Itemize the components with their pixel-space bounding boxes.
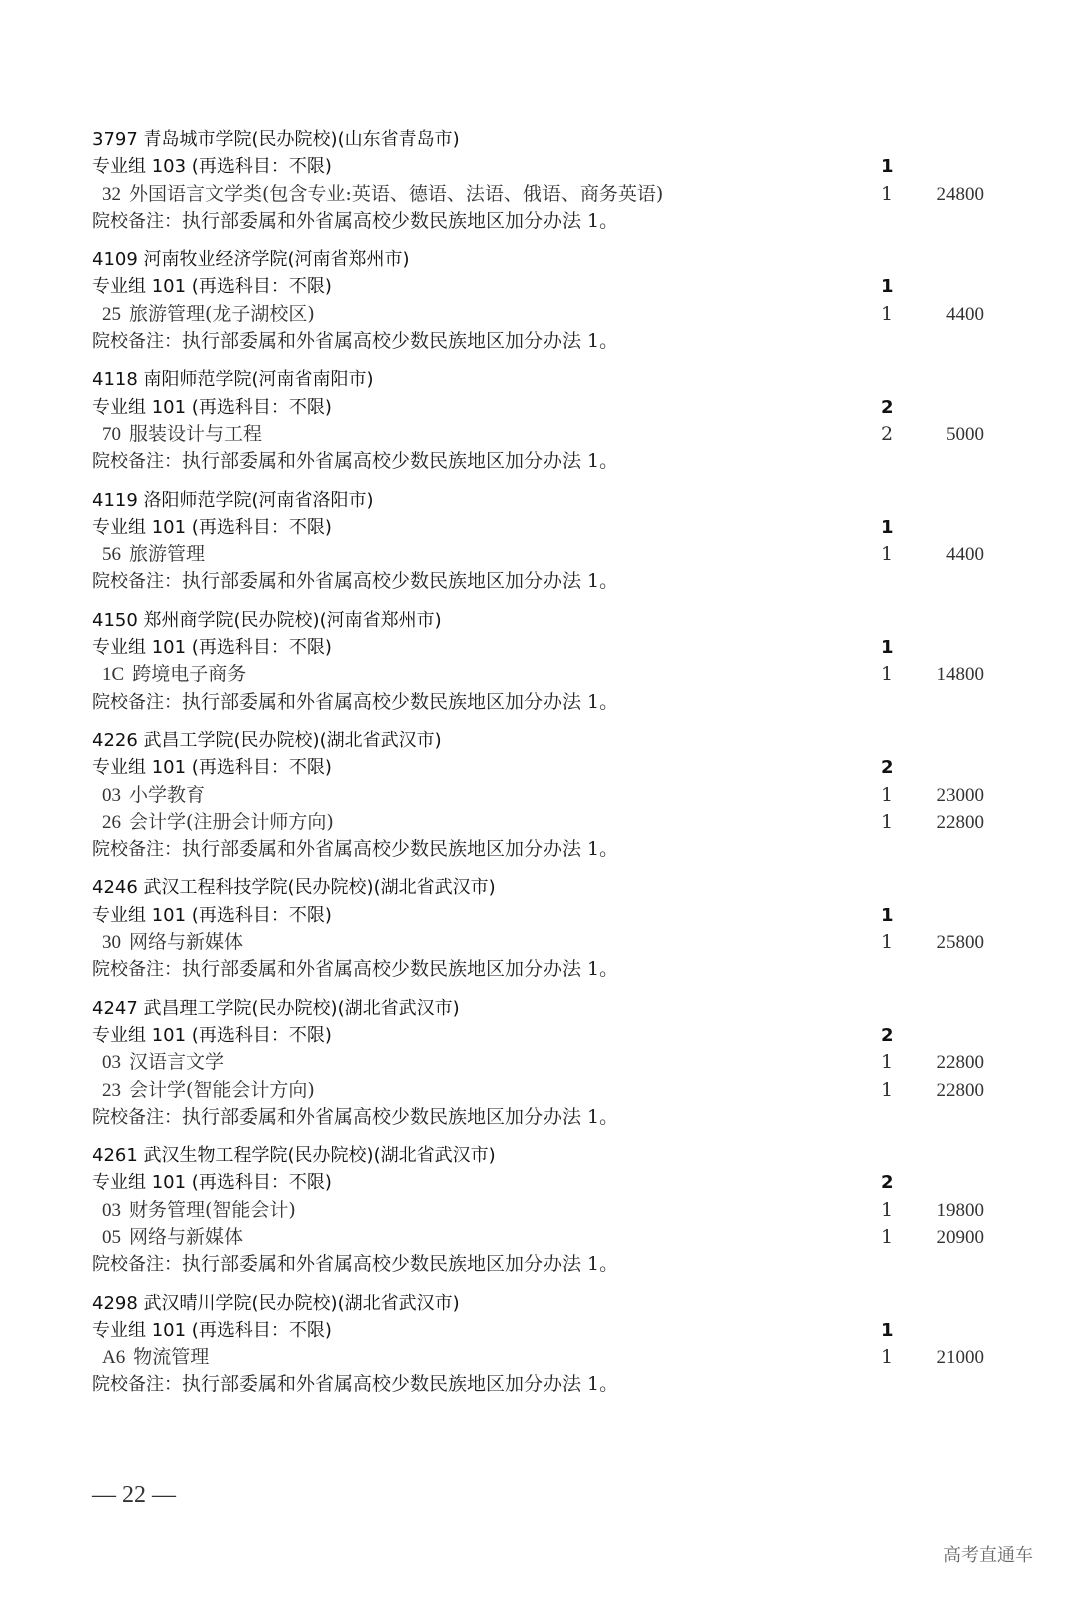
school-name: 4119 洛阳师范学院(河南省洛阳市) xyxy=(92,489,374,511)
major-code: 03 xyxy=(102,1052,121,1074)
major-group xyxy=(92,634,992,661)
major-group xyxy=(92,1169,992,1196)
school-name: 4118 南阳师范学院(河南省南阳市) xyxy=(92,369,374,391)
major-name: 汉语言文学 xyxy=(129,1051,225,1074)
group-count: 2 xyxy=(881,757,894,779)
note-label: 院校备注： xyxy=(92,571,182,593)
major-name: 网络与新媒体 xyxy=(129,931,244,954)
school-note xyxy=(92,568,992,595)
major-fee: 5000 xyxy=(946,423,984,445)
group-count: 2 xyxy=(881,396,894,418)
major-fee: 25800 xyxy=(936,932,984,954)
major-fee: 22800 xyxy=(936,811,984,833)
school-name: 3797 青岛城市学院(民办院校)(山东省青岛市) xyxy=(92,129,460,150)
note-label: 院校备注： xyxy=(92,331,182,353)
note-text: 执行部委属和外省属高校少数民族地区加分办法 1。 xyxy=(182,209,619,232)
major-fee: 22800 xyxy=(936,1079,984,1101)
school-list xyxy=(92,126,992,1410)
school-block xyxy=(92,727,992,863)
major-group xyxy=(92,754,992,781)
note-text: 执行部委属和外省属高校少数民族地区加分办法 1。 xyxy=(182,958,619,981)
major-row xyxy=(92,782,992,809)
major-code: 25 xyxy=(102,303,121,325)
school-note xyxy=(92,1251,992,1278)
major-group xyxy=(92,514,992,541)
major-code: 03 xyxy=(102,784,121,806)
major-fee: 19800 xyxy=(936,1199,984,1221)
school-name: 4109 河南牧业经济学院(河南省郑州市) xyxy=(92,249,410,271)
major-fee: 22800 xyxy=(936,1052,984,1074)
major-count: 1 xyxy=(881,810,894,833)
major-row xyxy=(92,1049,992,1076)
note-text: 执行部委属和外省属高校少数民族地区加分办法 1。 xyxy=(182,450,619,473)
note-text: 执行部委属和外省属高校少数民族地区加分办法 1。 xyxy=(182,1105,619,1128)
page-number: — 22 — xyxy=(92,1482,176,1508)
major-code: 32 xyxy=(102,183,121,205)
major-name: 会计学(注册会计师方向) xyxy=(129,810,334,833)
major-name: 财务管理(智能会计) xyxy=(129,1198,296,1221)
major-code: 70 xyxy=(102,423,121,445)
major-row xyxy=(92,1077,992,1104)
group-label: 专业组 101 (再选科目：不限) xyxy=(92,757,332,779)
note-text: 执行部委属和外省属高校少数民族地区加分办法 1。 xyxy=(182,570,619,593)
school-block xyxy=(92,1290,992,1399)
school-block xyxy=(92,126,992,235)
school-block xyxy=(92,366,992,475)
note-label: 院校备注： xyxy=(92,959,182,981)
watermark: 高考直通车 xyxy=(943,1545,1033,1566)
group-count: 1 xyxy=(881,1319,894,1341)
group-label: 专业组 101 (再选科目：不限) xyxy=(92,516,332,538)
major-code: 1C xyxy=(102,664,125,686)
major-name: 网络与新媒体 xyxy=(129,1225,244,1248)
major-count: 2 xyxy=(881,422,894,445)
major-fee: 23000 xyxy=(936,784,984,806)
major-row xyxy=(92,301,992,328)
group-count: 1 xyxy=(881,516,894,538)
major-group xyxy=(92,273,992,300)
major-code: A6 xyxy=(102,1347,126,1369)
group-count: 1 xyxy=(881,156,894,178)
note-label: 院校备注： xyxy=(92,1254,182,1276)
school-name: 4298 武汉晴川学院(民办院校)(湖北省武汉市) xyxy=(92,1292,460,1314)
school-note xyxy=(92,1371,992,1398)
major-count: 1 xyxy=(881,1198,894,1221)
major-code: 30 xyxy=(102,932,121,954)
major-name: 旅游管理(龙子湖校区) xyxy=(129,302,315,325)
group-label: 专业组 101 (再选科目：不限) xyxy=(92,276,332,298)
group-label: 专业组 103 (再选科目：不限) xyxy=(92,156,332,178)
school-block xyxy=(92,1142,992,1278)
group-label: 专业组 101 (再选科目：不限) xyxy=(92,1172,332,1194)
major-fee: 21000 xyxy=(936,1347,984,1369)
major-group xyxy=(92,1317,992,1344)
school-block xyxy=(92,874,992,983)
group-count: 1 xyxy=(881,904,894,926)
major-count: 1 xyxy=(881,302,894,325)
major-count: 1 xyxy=(881,1078,894,1101)
major-code: 56 xyxy=(102,544,121,566)
school-note xyxy=(92,1104,992,1131)
major-code: 03 xyxy=(102,1199,121,1221)
major-row xyxy=(92,541,992,568)
group-label: 专业组 101 (再选科目：不限) xyxy=(92,904,332,926)
major-name: 会计学(智能会计方向) xyxy=(129,1078,315,1101)
school-block xyxy=(92,607,992,716)
major-name: 服装设计与工程 xyxy=(129,422,263,445)
note-text: 执行部委属和外省属高校少数民族地区加分办法 1。 xyxy=(182,330,619,353)
school-name: 4226 武昌工学院(民办院校)(湖北省武汉市) xyxy=(92,729,442,751)
group-count: 2 xyxy=(881,1024,894,1046)
school-name: 4246 武汉工程科技学院(民办院校)(湖北省武汉市) xyxy=(92,877,496,899)
group-count: 1 xyxy=(881,637,894,659)
group-label: 专业组 101 (再选科目：不限) xyxy=(92,637,332,659)
school-note xyxy=(92,836,992,863)
major-row xyxy=(92,1197,992,1224)
note-text: 执行部委属和外省属高校少数民族地区加分办法 1。 xyxy=(182,1373,619,1396)
major-count: 1 xyxy=(881,1225,894,1248)
note-label: 院校备注： xyxy=(92,691,182,713)
group-label: 专业组 101 (再选科目：不限) xyxy=(92,396,332,418)
major-name: 物流管理 xyxy=(133,1346,210,1369)
major-row xyxy=(92,1224,992,1251)
major-name: 小学教育 xyxy=(129,783,206,806)
note-label: 院校备注： xyxy=(92,839,182,861)
major-fee: 24800 xyxy=(936,183,984,205)
note-text: 执行部委属和外省属高校少数民族地区加分办法 1。 xyxy=(182,1253,619,1276)
school-block xyxy=(92,246,992,355)
major-row xyxy=(92,661,992,688)
major-row xyxy=(92,1344,992,1371)
major-name: 外国语言文学类(包含专业:英语、德语、法语、俄语、商务英语) xyxy=(129,182,664,205)
major-fee: 14800 xyxy=(936,664,984,686)
group-count: 1 xyxy=(881,276,894,298)
major-count: 1 xyxy=(881,783,894,806)
major-code: 05 xyxy=(102,1226,121,1248)
group-label: 专业组 101 (再选科目：不限) xyxy=(92,1319,332,1341)
major-group xyxy=(92,902,992,929)
major-fee: 4400 xyxy=(946,544,984,566)
major-row xyxy=(92,421,992,448)
major-row xyxy=(92,809,992,836)
major-row xyxy=(92,929,992,956)
major-count: 1 xyxy=(881,543,894,566)
major-name: 旅游管理 xyxy=(129,543,206,566)
major-fee: 20900 xyxy=(936,1226,984,1248)
note-label: 院校备注： xyxy=(92,1106,182,1128)
group-count: 2 xyxy=(881,1172,894,1194)
major-count: 1 xyxy=(881,182,894,205)
major-row xyxy=(92,181,992,208)
school-name: 4261 武汉生物工程学院(民办院校)(湖北省武汉市) xyxy=(92,1145,496,1167)
school-note xyxy=(92,448,992,475)
major-group xyxy=(92,1022,992,1049)
note-label: 院校备注： xyxy=(92,451,182,473)
major-count: 1 xyxy=(881,1346,894,1369)
school-note xyxy=(92,956,992,983)
major-code: 23 xyxy=(102,1079,121,1101)
note-label: 院校备注： xyxy=(92,1374,182,1396)
major-count: 1 xyxy=(881,1051,894,1074)
school-block xyxy=(92,487,992,596)
school-block xyxy=(92,995,992,1131)
major-fee: 4400 xyxy=(946,303,984,325)
major-name: 跨境电子商务 xyxy=(132,663,247,686)
major-count: 1 xyxy=(881,931,894,954)
major-group xyxy=(92,394,992,421)
major-code: 26 xyxy=(102,811,121,833)
school-name: 4150 郑州商学院(民办院校)(河南省郑州市) xyxy=(92,609,442,631)
note-text: 执行部委属和外省属高校少数民族地区加分办法 1。 xyxy=(182,690,619,713)
major-count: 1 xyxy=(881,663,894,686)
school-name: 4247 武昌理工学院(民办院校)(湖北省武汉市) xyxy=(92,997,460,1019)
school-note xyxy=(92,689,992,716)
major-group xyxy=(92,153,992,180)
note-label: 院校备注： xyxy=(92,210,182,232)
school-note xyxy=(92,328,992,355)
school-note xyxy=(92,208,992,235)
group-label: 专业组 101 (再选科目：不限) xyxy=(92,1024,332,1046)
note-text: 执行部委属和外省属高校少数民族地区加分办法 1。 xyxy=(182,838,619,861)
